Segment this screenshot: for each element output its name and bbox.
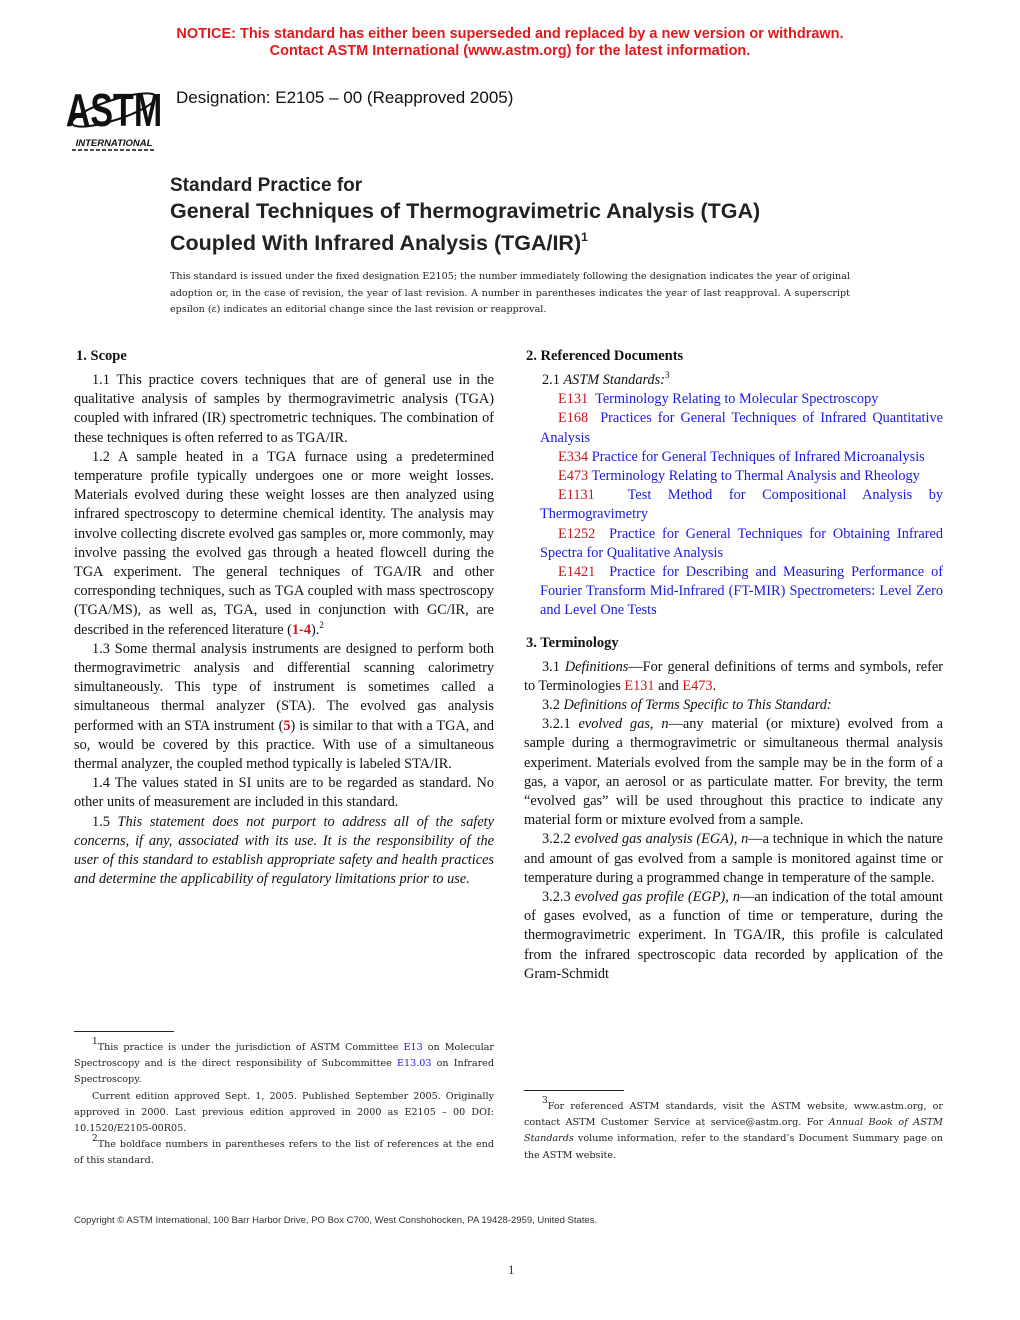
ref-item-e1131[interactable]: E1131 Test Method for Compositional Analysis by Thermogravimetry <box>540 487 943 523</box>
page-number: 1 <box>508 1262 515 1277</box>
notice-line-1: NOTICE: This standard has either been superseded and replaced by a new version or withdrawn. <box>176 26 844 42</box>
astm-international-logo <box>64 76 164 154</box>
ref-item-e168[interactable]: E168 Practices for General Techniques of Infrared Quantitative Analysis <box>540 410 943 446</box>
referenced-standards-list <box>524 390 943 620</box>
footnote-divider <box>74 1031 174 1032</box>
footnotes-left <box>74 1031 494 1170</box>
section-heading-scope: 1. Scope <box>76 348 127 364</box>
right-column <box>524 347 943 984</box>
paragraph-1-1: 1.1 This practice covers techniques that are of general use in the qualitative analysis of samples by thermogravimetric analysis (TGA) coupled with infrared (IR) spectrometric techniques. The combination of these techniques is often referred to as TGA/IR. <box>74 372 494 446</box>
terminology-link-e131[interactable]: E131 <box>624 677 655 694</box>
svg-text:ASTM: ASTM <box>65 83 163 137</box>
paragraph-3-2: 3.2 Definitions of Terms Specific to This Standard: <box>542 697 832 714</box>
footnote-3: $^3$For referenced ASTM standards, visit the ASTM website, www.astm.org, or contact ASTM Customer Service at service@astm.org. For Annual Book of ASTM Standards volume information, refer to the standard’s Document Summary page on the ASTM website. <box>524 1096 943 1161</box>
ref-item-e1421[interactable]: E1421 Practice for Describing and Measuring Performance of Fourier Transform Mid-Infrared (FT-MIR) Spectrometers: Level Zero and Level One Tests <box>540 564 943 619</box>
title-footnote-ref[interactable]: 1 <box>581 230 588 244</box>
ref-item-e473[interactable]: E473 Terminology Relating to Thermal Analysis and Rheology <box>558 468 920 485</box>
footnote-ref-2[interactable]: 2 <box>319 619 324 630</box>
copyright-line: Copyright © ASTM International, 100 Barr Harbor Drive, PO Box C700, West Conshohocken, PA 19428-2959, United States. <box>74 1215 598 1226</box>
paragraph-1-4: 1.4 The values stated in SI units are to be regarded as standard. No other units of measurement are included in this standard. <box>74 775 494 811</box>
footnote-ref-3[interactable]: 3 <box>665 370 670 380</box>
astm-logo-icon <box>64 76 164 154</box>
title-line-2: General Techniques of Thermogravimetric Analysis (TGA) <box>170 199 761 223</box>
notice-line-2: Contact ASTM International (www.astm.org) for the latest information. <box>269 43 751 59</box>
terminology-link-e473[interactable]: E473 <box>682 677 713 694</box>
paragraph-3-2-3: 3.2.3 evolved gas profile (EGP), n—an indication of the total amount of gases evolved, as a function of time or temperature, during the thermogravimetric experiment. In TGA/IR, this profile is calculated from the infrared spectroscopic data recorded by application of the Gram-Schmidt <box>524 889 943 982</box>
ref-item-e334[interactable]: E334 Practice for General Techniques of Infrared Microanalysis <box>558 448 925 465</box>
reference-link-1-4[interactable]: 1-4 <box>291 621 311 638</box>
ref-item-e1252[interactable]: E1252 Practice for General Techniques for Obtaining Infrared Spectra for Qualitative Analysis <box>540 525 943 561</box>
paragraph-3-2-2: 3.2.2 evolved gas analysis (EGA), n—a technique in which the nature and amount of gas evolved from a sample is monitored against time or temperature during a programmed change in temperature of the sample. <box>524 831 944 886</box>
footnote-2: $^2$The boldface numbers in parentheses refers to the list of references at the end of this standard. <box>74 1134 494 1167</box>
ref-item-e131[interactable]: E131 Terminology Relating to Molecular Spectroscopy <box>558 391 879 408</box>
edition-note: Current edition approved Sept. 1, 2005. Published September 2005. Originally approved in 2000. Last previous edition approved in 2000 as E2105 – 00 DOI: 10.1520/E2105-00R05. <box>74 1090 494 1135</box>
document-title <box>170 174 760 256</box>
paragraph-3-2-1: 3.2.1 evolved gas, n—any material (or mixture) evolved from a sample during a thermogravimetric or simultaneous thermal analysis experiment. Materials evolved from the sample may be in the form of a gas, a vapor, an aerosol or as particulate matter. For brevity, the term “evolved gas” will be used throughout this practice to indicate any material form or mixture evolved from a sample. <box>524 716 944 829</box>
paragraph-3-1: 3.1 Definitions—For general definitions of terms and symbols, refer to Terminologies E131 and E473. <box>524 658 943 694</box>
title-line-1: Standard Practice for <box>170 175 363 196</box>
paragraph-1-2: 1.2 A sample heated in a TGA furnace using a predetermined temperature profile typically undergoes one or more weight losses. Materials evolved during these weight losses are then analyzed using infrared spectroscopy to determine chemical identity. The analysis may involve collecting discrete evolved gas samples or, more commonly, may involve passing the evolved gas through a heated flowcell during the TGA experiment. The general techniques of TGA/IR and other corresponding techniques, such as TGA coupled with mass spectroscopy (TGA/MS), as well as, TGA, used in conjunction with GC/IR, are described in the referenced literature (1-4).$^2$ <box>74 448 494 638</box>
paragraph-1-3: 1.3 Some thermal analysis instruments are designed to perform both thermogravimetric analysis and differential scanning calorimetry simultaneously. This type of instrument is sometimes called a simultaneous thermal analyzer (STA). The evolved gas analysis performed with an STA instrument (5) is similar to that with a TGA, and so, would be covered by this practice. With use of a simultaneous thermal analyzer, the coupled method typically is labeled STA/IR. <box>74 640 495 773</box>
left-column <box>74 347 494 889</box>
section-heading-referenced-documents: 2. Referenced Documents <box>526 348 684 364</box>
footnotes-right <box>524 1090 943 1164</box>
committee-link-e13[interactable]: E13 <box>403 1042 423 1053</box>
paragraph-1-5: 1.5 This statement does not purport to address all of the safety concerns, if any, associated with its use. It is the responsibility of the user of this standard to establish appropriate safety and health practices and determine the applicability of regulatory limitations prior to use. <box>74 813 494 888</box>
title-line-3: Coupled With Infrared Analysis $(TGA/IR)^1$ <box>170 230 588 255</box>
section-heading-terminology: 3. Terminology <box>526 634 619 651</box>
footnote-1: $^1$This practice is under the jurisdiction of ASTM Committee E13 on Molecular Spectroscopy and is the direct responsibility of Subcommittee E13.03 on Infrared Spectroscopy. <box>74 1037 494 1086</box>
footnote-divider <box>524 1090 624 1091</box>
supersede-notice <box>0 26 1020 60</box>
subcommittee-link-e13-03[interactable]: E13.03 <box>397 1058 432 1070</box>
designation: Designation: E2105 – 00 (Reapproved 2005) <box>176 88 514 107</box>
paragraph-2-1: 2.1 ASTM Standards:$^3$ <box>542 370 670 388</box>
issuance-note: This standard is issued under the fixed designation E2105; the number immediately following the designation indicates the year of original adoption or, in the case of revision, the year of last revision. A number in parentheses indicates the year of last reapproval. A superscript epsilon (ε) indicates an editorial change since the last revision or reapproval. <box>170 271 850 315</box>
reference-link-5[interactable]: 5 <box>283 717 291 734</box>
svg-text:INTERNATIONAL: INTERNATIONAL <box>75 138 153 149</box>
